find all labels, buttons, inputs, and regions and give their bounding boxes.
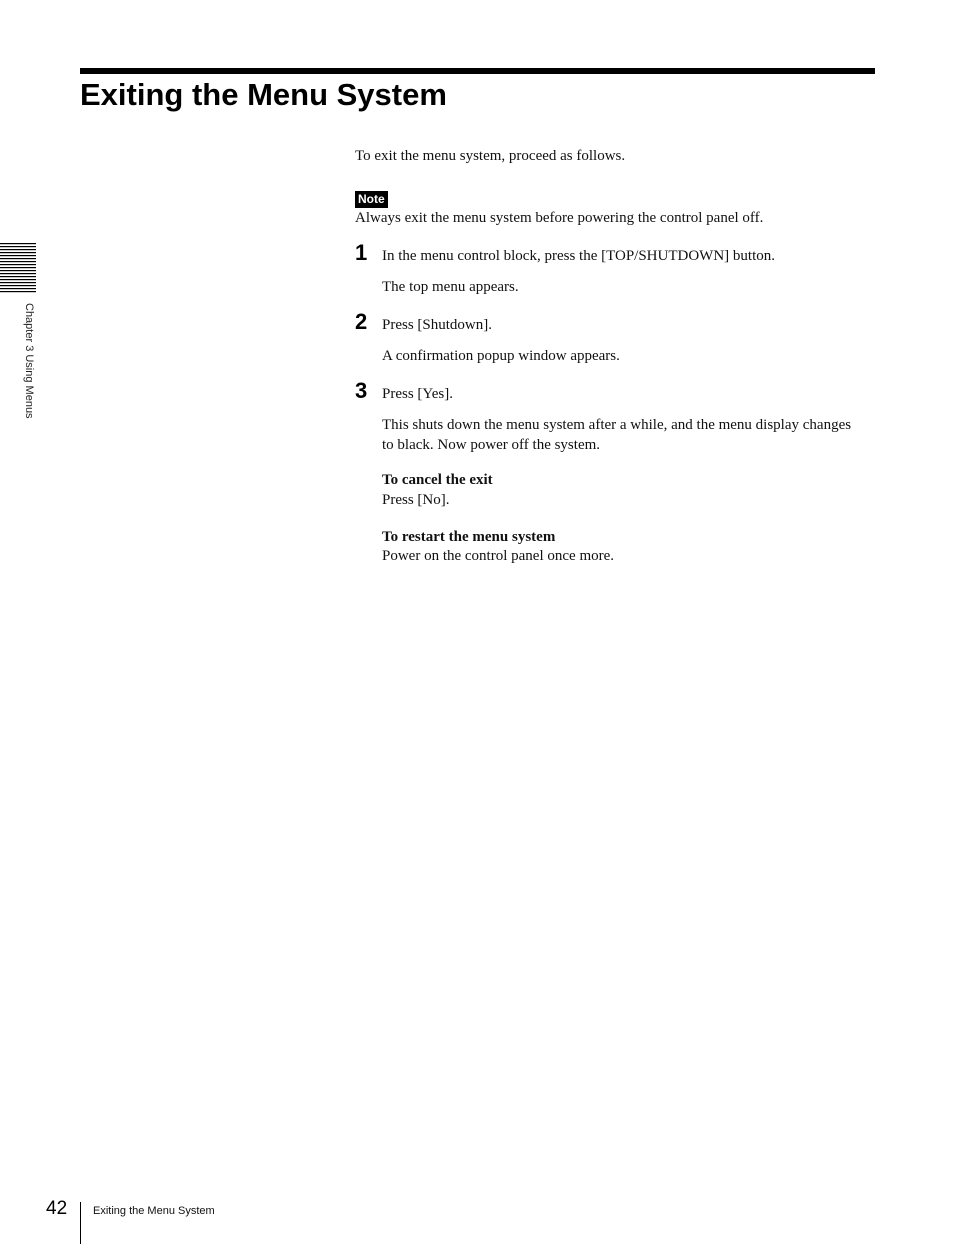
restart-text: Power on the control panel once more. (382, 548, 615, 564)
step-text-2: Press [Shutdown]. (382, 317, 493, 333)
step-number-1: 1 (355, 240, 368, 265)
restart-heading: To restart the menu system (382, 529, 556, 545)
step-result-3: This shuts down the menu system after a while, and the menu display changes to black. Now power off the system. (382, 417, 852, 453)
step-result-1: The top menu appears. (382, 279, 519, 295)
step-number-2: 2 (355, 309, 368, 334)
footer-divider (80, 1202, 81, 1244)
step-result-2: A confirmation popup window appears. (382, 348, 620, 364)
page-title: Exiting the Menu System (80, 77, 447, 112)
intro-text: To exit the menu system, proceed as follows. (355, 148, 626, 164)
footer-section-title: Exiting the Menu System (93, 1205, 215, 1217)
chapter-tab-lines (0, 243, 36, 293)
note-label: Note (355, 191, 388, 208)
step-text-3: Press [Yes]. (382, 386, 453, 402)
cancel-heading: To cancel the exit (382, 472, 493, 488)
chapter-side-label: Chapter 3 Using Menus (23, 303, 35, 419)
step-text-1: In the menu control block, press the [TOP/SHUTDOWN] button. (382, 248, 775, 264)
page-number: 42 (46, 1198, 68, 1219)
cancel-text: Press [No]. (382, 492, 450, 508)
note-text: Always exit the menu system before powering the control panel off. (355, 210, 764, 226)
step-number-3: 3 (355, 378, 368, 403)
